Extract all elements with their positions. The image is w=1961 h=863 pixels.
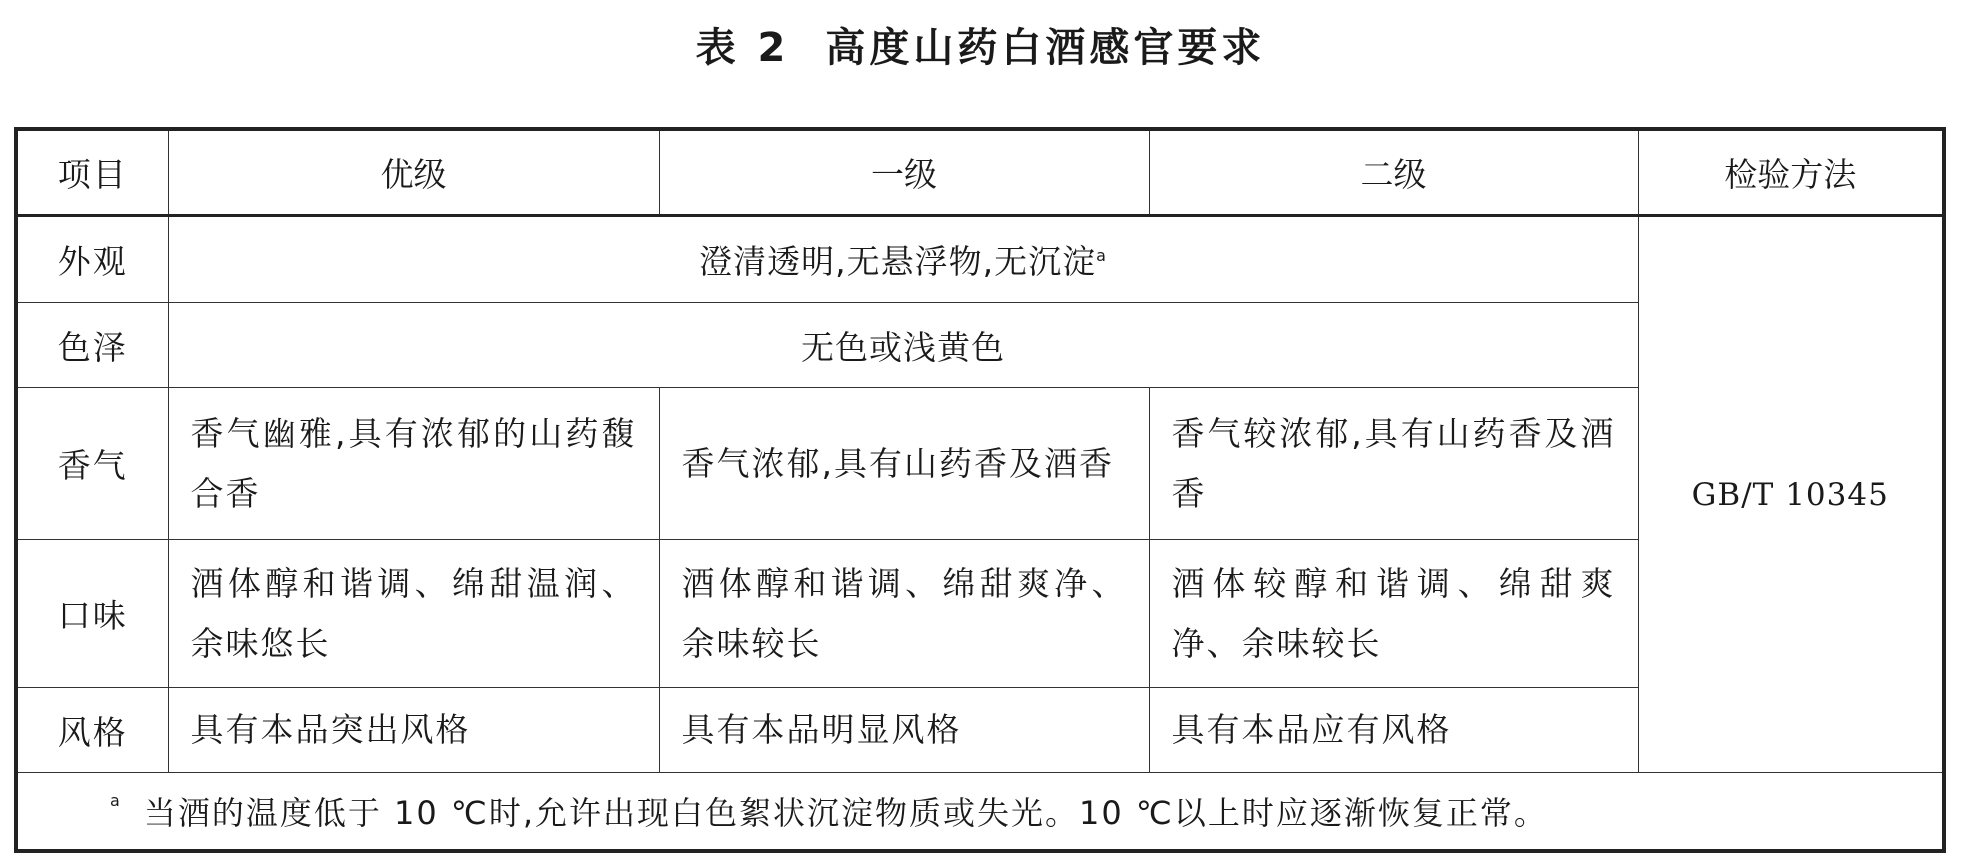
header-grade-second: 二级 <box>1149 129 1638 216</box>
row-appearance <box>16 216 1944 303</box>
table-number: 表 2 <box>695 25 790 71</box>
style-first: 具有本品明显风格 <box>659 688 1149 773</box>
aroma-excellent: 香气幽雅,具有浓郁的山药馥合香 <box>168 388 659 540</box>
test-method-value: GB/T 10345 <box>1638 216 1944 773</box>
appearance-text: 澄清透明,无悬浮物,无沉淀 <box>699 242 1097 281</box>
table-footnote <box>16 773 1944 852</box>
row-color-value: 无色或浅黄色 <box>168 303 1638 388</box>
style-second: 具有本品应有风格 <box>1149 688 1638 773</box>
table-title: 高度山药白酒感官要求 <box>825 25 1266 71</box>
header-grade-excellent: 优级 <box>168 129 659 216</box>
header-row <box>16 129 1944 216</box>
taste-excellent: 酒体醇和谐调、绵甜温润、余味悠长 <box>168 540 659 688</box>
row-footnote <box>16 773 1944 852</box>
row-style-label: 风格 <box>16 688 168 773</box>
header-item: 项目 <box>16 129 168 216</box>
row-appearance-value <box>168 216 1638 303</box>
header-test-method: 检验方法 <box>1638 129 1944 216</box>
table-caption <box>0 18 1961 78</box>
footnote-mark: a <box>1096 246 1107 265</box>
row-appearance-label: 外观 <box>16 216 168 303</box>
style-excellent: 具有本品突出风格 <box>168 688 659 773</box>
header-grade-first: 一级 <box>659 129 1149 216</box>
footnote-mark-label: a <box>110 791 122 811</box>
aroma-first: 香气浓郁,具有山药香及酒香 <box>659 388 1149 540</box>
aroma-second: 香气较浓郁,具有山药香及酒香 <box>1149 388 1638 540</box>
sensory-requirements-table <box>14 127 1946 853</box>
taste-first: 酒体醇和谐调、绵甜爽净、余味较长 <box>659 540 1149 688</box>
row-taste-label: 口味 <box>16 540 168 688</box>
footnote-text: 当酒的温度低于 10 ℃时,允许出现白色絮状沉淀物质或失光。10 ℃以上时应逐渐恢复正常。 <box>143 794 1548 832</box>
row-color-label: 色泽 <box>16 303 168 388</box>
row-aroma-label: 香气 <box>16 388 168 540</box>
taste-second: 酒体较醇和谐调、绵甜爽净、余味较长 <box>1149 540 1638 688</box>
